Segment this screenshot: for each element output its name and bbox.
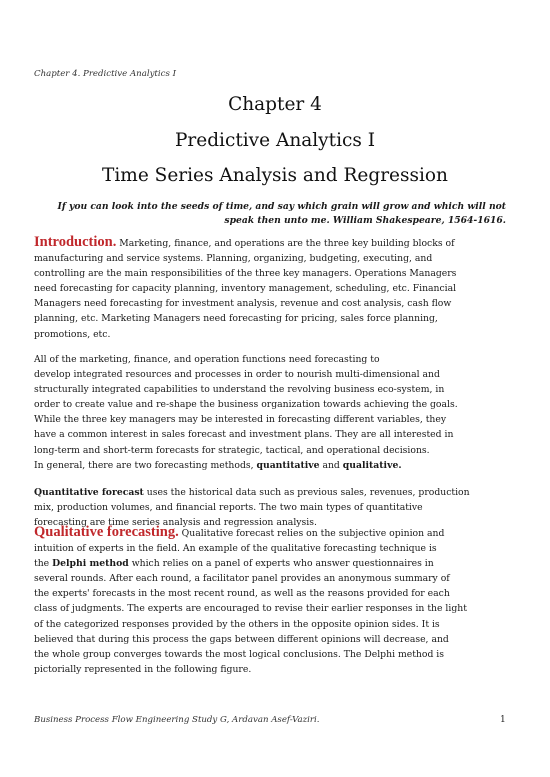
qual-line: Qualitative forecast relies on the subjective opinion and xyxy=(178,528,445,539)
methods-paragraph xyxy=(34,458,507,473)
qual-line: the whole group converges towards the most logical conclusions. The Delphi method is xyxy=(34,648,445,660)
quantitative-forecast-term: Quantitative forecast xyxy=(34,487,144,498)
delphi-method-term: Delphi method xyxy=(52,558,129,570)
qualitative-term: qualitative. xyxy=(342,460,402,471)
qual-line: of the categorized responses provided by the others in the opposite opinion sides. It is xyxy=(34,618,440,630)
forecasting-needs-paragraph xyxy=(34,352,507,458)
para2-line: develop integrated resources and processes in order to nourish multi-dimensional and xyxy=(34,369,440,381)
qual-line: the experts' forecasts in the most recent round, as well as the reasons provided for each xyxy=(34,588,450,600)
chapter-number: Chapter 4 xyxy=(228,94,322,115)
quant-line: uses the historical data such as previous sales, revenues, production xyxy=(143,487,470,498)
epigraph-line-2: speak then unto me. William Shakespeare, 1564-1616. xyxy=(224,215,506,226)
epigraph xyxy=(50,200,506,228)
qual-line: the xyxy=(34,558,53,570)
introduction-heading: Introduction. xyxy=(34,234,117,250)
page-footer: Business Process Flow Engineering Study G, Ardavan Asef-Vaziri. xyxy=(34,715,320,725)
qual-line: pictorially represented in the following figure. xyxy=(34,663,252,675)
intro-line: Managers need forecasting for investment analysis, revenue and cost analysis, cash flow xyxy=(34,298,452,310)
intro-line: promotions, etc. xyxy=(34,328,111,340)
quant-line: mix, production volumes, and financial reports. The two main types of quantitative xyxy=(34,502,423,514)
quantitative-term: quantitative xyxy=(256,460,320,471)
qualitative-heading: Qualitative forecasting. xyxy=(34,524,179,540)
intro-line: need forecasting for capacity planning, inventory management, scheduling, etc. Financial xyxy=(34,283,457,295)
running-head: Chapter 4. Predictive Analytics I xyxy=(34,69,176,79)
chapter-subtitle: Time Series Analysis and Regression xyxy=(102,165,448,186)
epigraph-line-1: If you can look into the seeds of time, and say which grain will grow and which will not xyxy=(57,201,506,212)
qual-line: class of judgments. The experts are encouraged to revise their earlier responses in the light xyxy=(34,603,467,615)
qual-line: several rounds. After each round, a facilitator panel provides an anonymous summary of xyxy=(34,573,450,585)
quant-line: forecasting are time series analysis and regression analysis. xyxy=(34,517,317,529)
para2-line: long-term and short-term forecasts for strategic, tactical, and operational decisions. xyxy=(34,444,430,456)
methods-text: In general, there are two forecasting methods, xyxy=(34,460,257,471)
para2-line: structurally integrated capabilities to understand the revolving business eco-system, in xyxy=(34,384,445,396)
para2-line: All of the marketing, finance, and operation functions need forecasting to xyxy=(34,354,380,365)
qual-line: which relies on a panel of experts who answer questionnaires in xyxy=(128,558,434,570)
para2-line: order to create value and re-shape the business organization towards achieving the goals. xyxy=(34,399,458,411)
qual-line: intuition of experts in the field. An example of the qualitative forecasting technique is xyxy=(34,543,437,555)
page-number: 1 xyxy=(500,715,506,725)
methods-and: and xyxy=(319,460,343,471)
intro-line: manufacturing and service systems. Planning, organizing, budgeting, executing, and xyxy=(34,253,433,265)
qualitative-paragraph xyxy=(34,525,507,677)
chapter-title: Predictive Analytics I xyxy=(174,130,376,151)
introduction-paragraph xyxy=(34,235,507,342)
intro-line: controlling are the main responsibilities of the three key managers. Operations Managers xyxy=(34,268,457,280)
para2-line: have a common interest in sales forecast and investment plans. They are all interested in xyxy=(34,429,454,441)
intro-line: planning, etc. Marketing Managers need forecasting for pricing, sales force planning, xyxy=(34,313,438,325)
intro-line: Marketing, finance, and operations are the three key building blocks of xyxy=(116,238,455,249)
qual-line: believed that during this process the gaps between different opinions will decrease, and xyxy=(34,633,449,645)
para2-line: While the three key managers may be interested in forecasting different variables, they xyxy=(34,414,447,426)
